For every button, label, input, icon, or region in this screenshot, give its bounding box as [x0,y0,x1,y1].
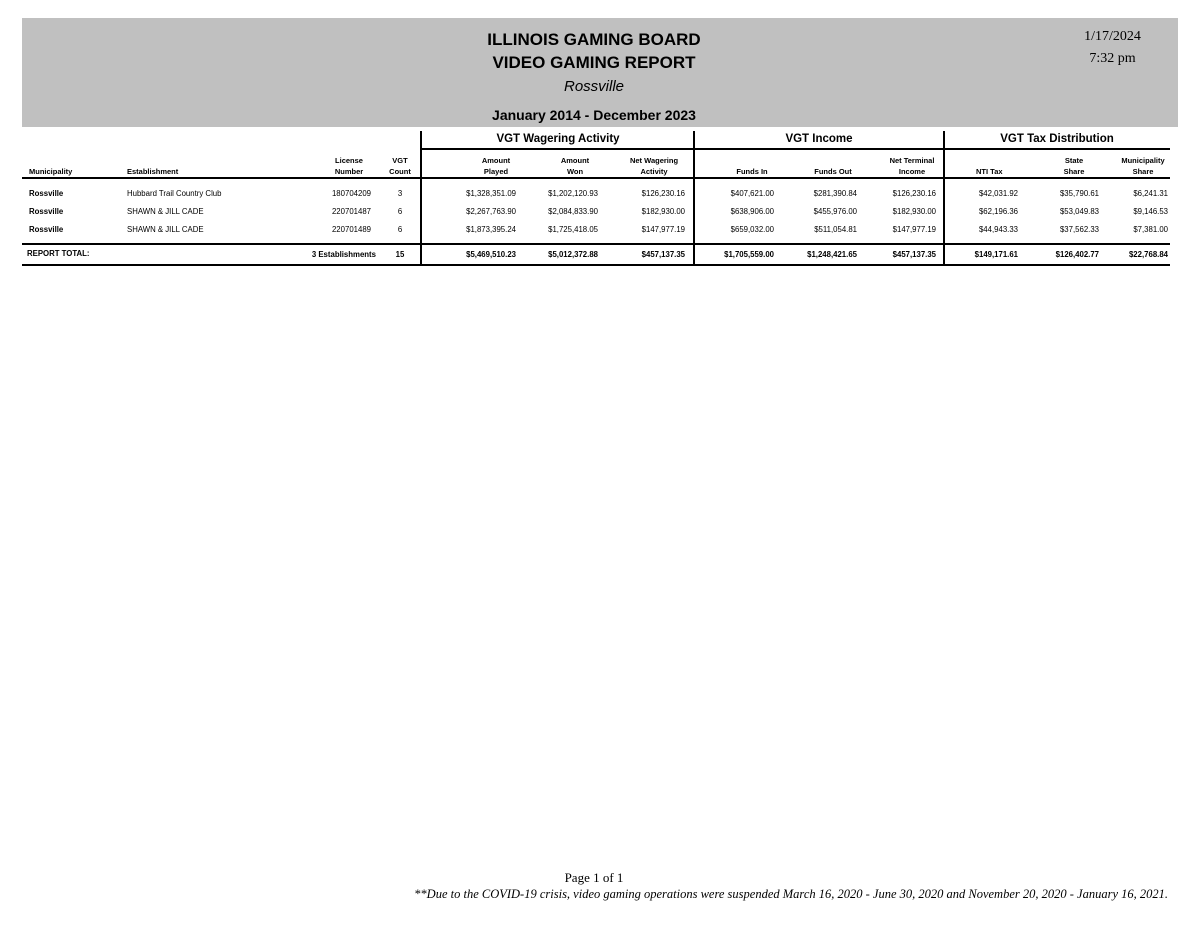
col-amount-won: Amount Won [560,156,590,176]
cell-nti-tax: $44,943.33 [978,225,1018,234]
total-nti-tax: $149,171.61 [974,250,1018,259]
group-income-title: VGT Income [785,133,853,145]
cell-municipality: Rossville [29,225,64,234]
cell-amount-won: $1,725,418.05 [548,225,598,234]
total-nti: $457,137.35 [892,250,936,259]
cell-establishment: Hubbard Trail Country Club [127,189,222,198]
cell-amount-played: $1,873,395.24 [466,225,516,234]
total-vgt: 15 [395,250,405,259]
cell-municipality-share: $7,381.00 [1133,225,1168,234]
cell-state-share: $35,790.61 [1059,189,1099,198]
group-wagering-title: VGT Wagering Activity [496,133,620,145]
cell-net-wagering: $182,930.00 [641,207,685,216]
cell-amount-played: $2,267,763.90 [466,207,516,216]
col-net-terminal-income: Net Terminal Income [889,156,935,176]
col-vgt-count: VGT Count [389,156,411,176]
cell-state-share: $37,562.33 [1059,225,1099,234]
cell-state-share: $53,049.83 [1059,207,1099,216]
total-funds-in: $1,705,559.00 [724,250,774,259]
separator-tax [943,131,945,266]
cell-license: 220701487 [331,207,371,216]
cell-net-wagering: $126,230.16 [641,189,685,198]
separator-income [693,131,695,266]
report-date: 1/17/2024 [1084,29,1141,44]
cell-nti-tax: $62,196.36 [978,207,1018,216]
cell-license: 180704209 [331,189,371,198]
total-funds-out: $1,248,421.65 [807,250,857,259]
cell-net-terminal-income: $182,930.00 [892,207,936,216]
col-nti-tax: NTI Tax [976,167,1003,176]
cell-municipality-share: $9,146.53 [1133,207,1168,216]
cell-municipality-share: $6,241.31 [1133,189,1168,198]
total-establishments: 3 Establishments [311,250,376,259]
cell-net-terminal-income: $147,977.19 [892,225,936,234]
total-municipality-share: $22,768.84 [1128,250,1168,259]
col-amount-played: Amount Played [481,156,511,176]
cell-net-wagering: $147,977.19 [641,225,685,234]
municipality-name: Rossville [563,78,624,95]
cell-amount-won: $1,202,120.93 [548,189,598,198]
cell-net-terminal-income: $126,230.16 [892,189,936,198]
total-won: $5,012,372.88 [548,250,598,259]
cell-funds-out: $511,054.81 [814,225,857,234]
cell-municipality: Rossville [29,207,64,216]
col-state-share: State Share [1063,156,1085,176]
page-number: Page 1 of 1 [564,870,624,885]
cell-nti-tax: $42,031.92 [978,189,1018,198]
report-time: 7:32 pm [1089,51,1136,66]
separator-wagering [420,131,422,266]
total-played: $5,469,510.23 [466,250,516,259]
col-establishment: Establishment [127,167,179,176]
cell-vgt-count: 3 [397,189,403,198]
cell-amount-won: $2,084,833.90 [548,207,598,216]
cell-funds-in: $659,032.00 [730,225,774,234]
total-state-share: $126,402.77 [1055,250,1099,259]
total-label: REPORT TOTAL: [27,249,90,258]
cell-license: 220701489 [331,225,371,234]
cell-funds-out: $455,976.00 [813,207,857,216]
cell-vgt-count: 6 [397,207,403,216]
group-underline [421,148,1170,150]
report-title: ILLINOIS GAMING BOARD [487,30,701,49]
group-tax-title: VGT Tax Distribution [1000,133,1114,145]
report-subtitle: VIDEO GAMING REPORT [492,53,696,72]
col-funds-out: Funds Out [814,167,852,176]
cell-establishment: SHAWN & JILL CADE [127,225,204,234]
col-municipality-share: Municipality Share [1121,156,1165,176]
total-bottom-rule [22,264,1170,266]
covid-footnote: **Due to the COVID-19 crisis, video gaming operations were suspended March 16, 2020 - June 30, 2020 and November 20, 2020 - January 16, 2021. [414,887,1168,901]
cell-municipality: Rossville [29,189,64,198]
header-rule [22,177,1170,179]
cell-funds-in: $638,906.00 [730,207,774,216]
col-municipality: Municipality [29,167,73,176]
cell-amount-played: $1,328,351.09 [466,189,516,198]
col-funds-in: Funds In [736,167,768,176]
cell-funds-out: $281,390.84 [813,189,857,198]
cell-establishment: SHAWN & JILL CADE [127,207,204,216]
total-net-wagering: $457,137.35 [641,250,685,259]
total-top-rule [22,243,1170,245]
col-net-wagering: Net Wagering Activity [629,156,679,176]
report-period: January 2014 - December 2023 [492,107,696,123]
cell-funds-in: $407,621.00 [730,189,774,198]
col-license: License Number [334,156,364,176]
cell-vgt-count: 6 [397,225,403,234]
